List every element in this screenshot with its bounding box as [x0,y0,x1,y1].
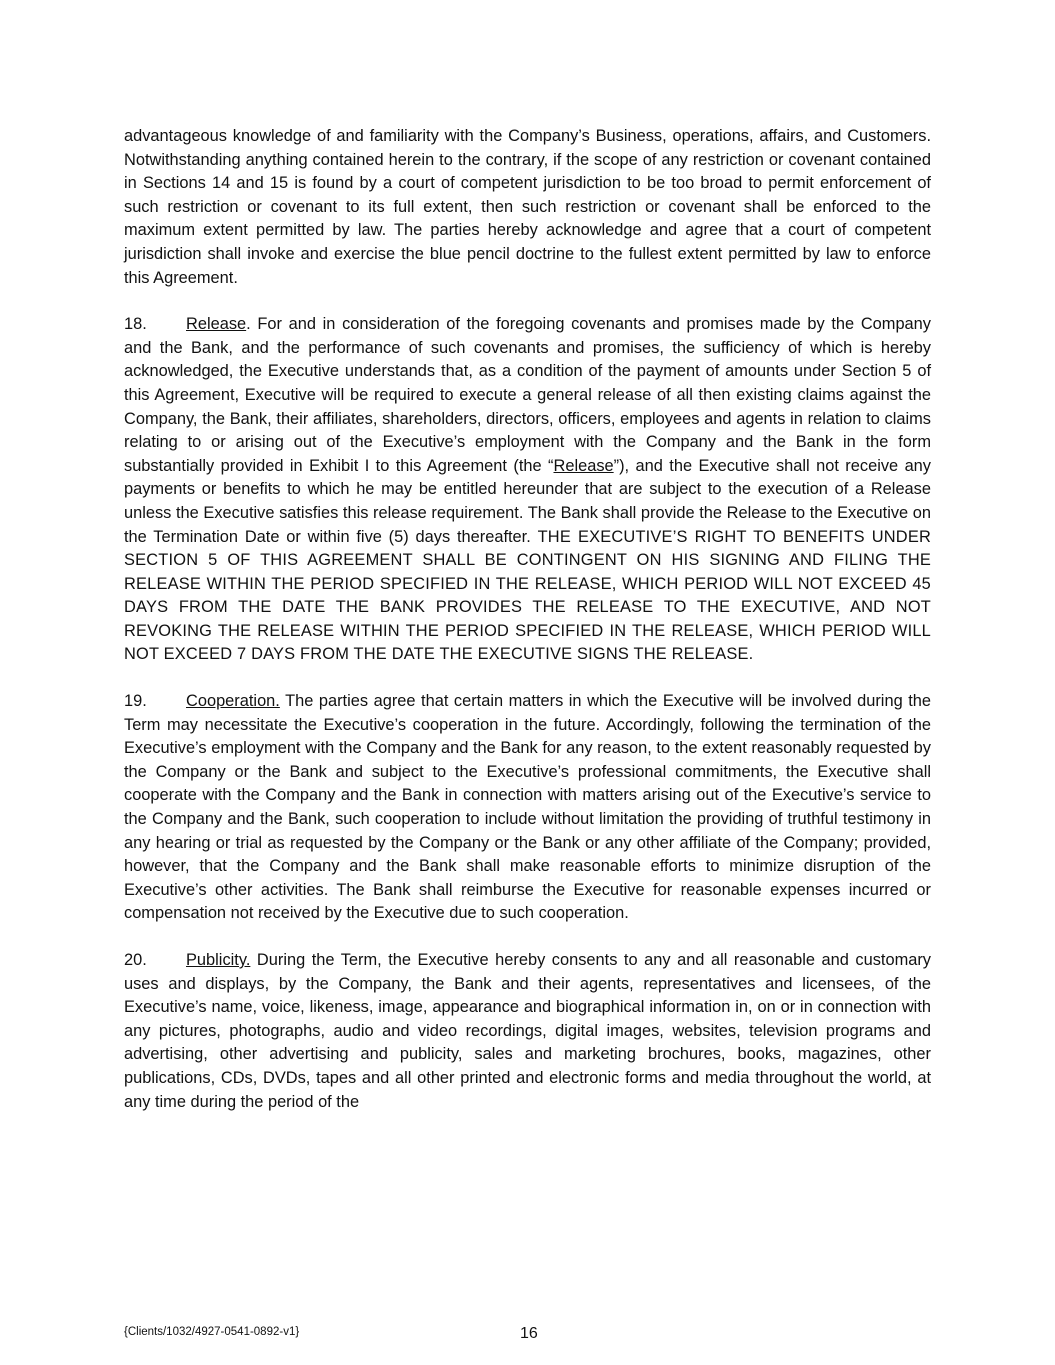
section-heading: Publicity. [186,951,251,969]
section-19-cooperation [124,690,931,926]
section-text: During the Term, the Executive hereby consents to any and all reasonable and customary uses and displays, by the Company, the Bank and their agents, representatives and licensees, of the Executive’s name, voice, likeness, image, appearance and biographical information in, on or in connection with any pictures, photographs, audio and video recordings, digital images, websites, television programs and advertising, other advertising and publicity, sales and marketing brochures, books, magazines, other publications, CDs, DVDs, tapes and all other printed and electronic forms and media throughout the world, at any time during the period of the [124,951,931,1111]
section-text: The parties agree that certain matters in which the Executive will be involved during the Term may necessitate the Executive’s cooperation in the future. Accordingly, following the termination of the Executive’s employment with the Company and the Bank for any reason, to the extent reasonably requested by the Company or the Bank and subject to the Executive’s professional commitments, the Executive shall cooperate with the Company and the Bank in connection with matters arising out of the Executive’s service to the Company and the Bank, such cooperation to include without limitation the providing of truthful testimony in any hearing or trial as requested by the Company or the Bank or any other affiliate of the Company; provided, however, that the Company and the Bank shall make reasonable efforts to minimize disruption of the Executive’s other activities. The Bank shall reimburse the Executive for reasonable expenses incurred or compensation not received by the Executive due to such cooperation. [124,692,931,923]
section-heading: Release [186,315,247,334]
section-heading: Cooperation. [186,692,280,711]
section-number: 20. [124,951,147,969]
section-text: . For and in consideration of the foregoing covenants and promises made by the Company and the Bank, and the performance of such covenants and promises, the sufficiency of which is hereby acknowledged, the Executive understands that, as a condition of the payment of amounts under Section 5 of this Agreement, Executive will be required to execute a general release of all then existing claims against the Company, the Bank, their affiliates, shareholders, directors, officers, employees and agents in relation to claims relating to or arising out of the Executive’s employment with the Company and the Bank in the form substantially provided in Exhibit I to this Agreement (the “ [124,315,931,475]
continuation-paragraph: advantageous knowledge of and familiarity with the Company’s Business, operations, affairs, and Customers. Notwithstanding anything contained herein to the contrary, if the scope of any restriction or covenant contained in Sections 14 and 15 is found by a court of competent jurisdiction to be too broad to permit enforcement of such restriction or covenant to its full extent, then such restriction or covenant shall be enforced to the maximum extent permitted by law. The parties hereby acknowledge and agree that a court of competent jurisdiction shall invoke and exercise the blue pencil doctrine to the fullest extent permitted by law to enforce this Agreement. [124,127,931,287]
section-caps-text: THE EXECUTIVE’S RIGHT TO BENEFITS UNDER SECTION 5 OF THIS AGREEMENT SHALL BE CONTINGENT ON HIS SIGNING AND FILING THE RELEASE WITHIN THE PERIOD SPECIFIED IN THE RELEASE, WHICH PERIOD WILL NOT EXCEED 45 DAYS FROM THE DATE THE BANK PROVIDES THE RELEASE TO THE EXECUTIVE, AND NOT REVOKING THE RELEASE WITHIN THE PERIOD SPECIFIED IN THE RELEASE, WHICH PERIOD WILL NOT EXCEED 7 DAYS FROM THE DATE THE EXECUTIVE SIGNS THE RELEASE. [124,527,931,664]
section-number: 18. [124,315,147,334]
defined-term: Release [553,456,614,475]
section-text: ”), and the Executive shall not receive any payments or benefits to which he may be entitled hereunder that are subject to the execution of a Release unless the Executive satisfies this release requirement. The Bank shall provide the Release to the Executive on the Termination Date or within five (5) days thereafter. [124,456,931,546]
document-page [124,125,931,1137]
section-18-release [124,313,931,667]
footer-document-id: {Clients/1032/4927-0541-0892-v1} [124,1326,300,1338]
section-number: 19. [124,692,147,711]
page-number: 16 [520,1325,538,1342]
section-20-publicity [124,949,931,1114]
